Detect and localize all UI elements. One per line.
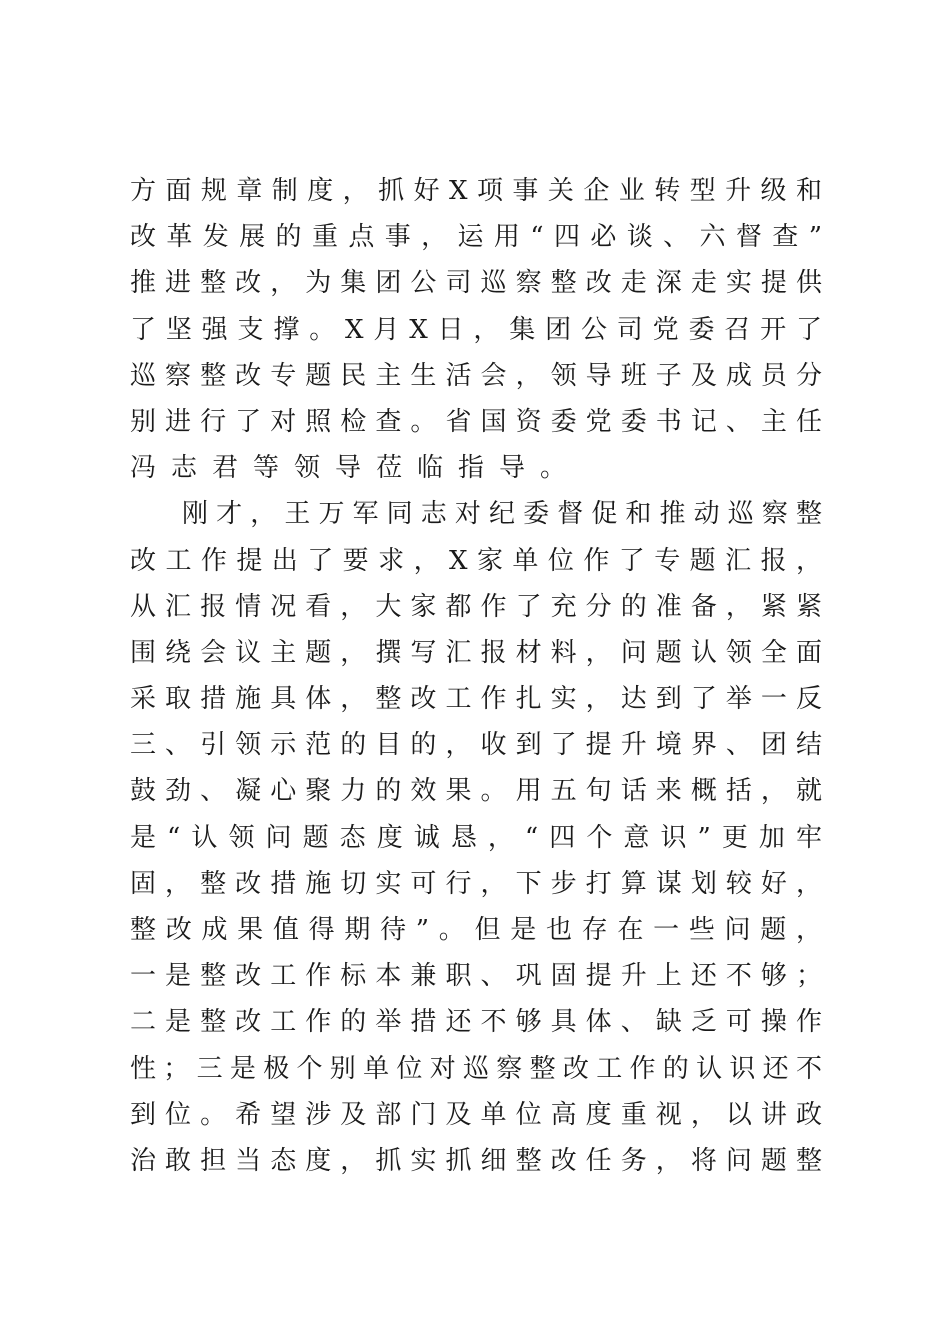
text-line: 是“认领问题态度诚恳，“四个意识”更加牢	[130, 822, 822, 853]
text-line: 整改成果值得期待”。但是也存在一些问题，	[130, 915, 822, 945]
text-line: 性；三是极个别单位对巡察整改工作的认识还不	[130, 1053, 822, 1084]
text-line: 方面规章制度，抓好X项事关企业转型升级和	[130, 176, 822, 206]
text-line: 二是整改工作的举措还不够具体、缺乏可操作	[130, 1007, 822, 1038]
text-line: 了坚强支撑。X月X日，集团公司党委召开了	[130, 314, 822, 345]
text-line: 固，整改措施切实可行，下步打算谋划较好，	[130, 868, 822, 899]
text-line: 三、引领示范的目的，收到了提升境界、团结	[130, 730, 822, 761]
text-line: 从汇报情况看，大家都作了充分的准备，紧紧	[130, 591, 822, 622]
text-line: 别进行了对照检查。省国资委党委书记、主任	[130, 406, 822, 437]
text-line: 采取措施具体，整改工作扎实，达到了举一反	[130, 684, 822, 715]
text-line: 巡察整改专题民主生活会，领导班子及成员分	[130, 360, 822, 391]
text-line: 改革发展的重点事，运用“四必谈、六督查”	[130, 222, 822, 253]
text-line: 鼓劲、凝心聚力的效果。用五句话来概括，就	[130, 776, 822, 807]
text-line: 刚才，王万军同志对纪委督促和推动巡察整	[182, 499, 822, 530]
text-line: 到位。希望涉及部门及单位高度重视，以讲政	[130, 1099, 822, 1130]
text-line: 一是整改工作标本兼职、巩固提升上还不够；	[130, 961, 822, 992]
body-text	[130, 168, 822, 1184]
text-line: 冯志君等领导莅临指导。	[130, 453, 582, 484]
text-line: 推进整改，为集团公司巡察整改走深走实提供	[130, 268, 822, 299]
text-line: 改工作提出了要求，X家单位作了专题汇报，	[130, 545, 822, 576]
text-line: 围绕会议主题，撰写汇报材料，问题认领全面	[130, 637, 822, 668]
text-line: 治敢担当态度，抓实抓细整改任务，将问题整	[130, 1145, 822, 1176]
